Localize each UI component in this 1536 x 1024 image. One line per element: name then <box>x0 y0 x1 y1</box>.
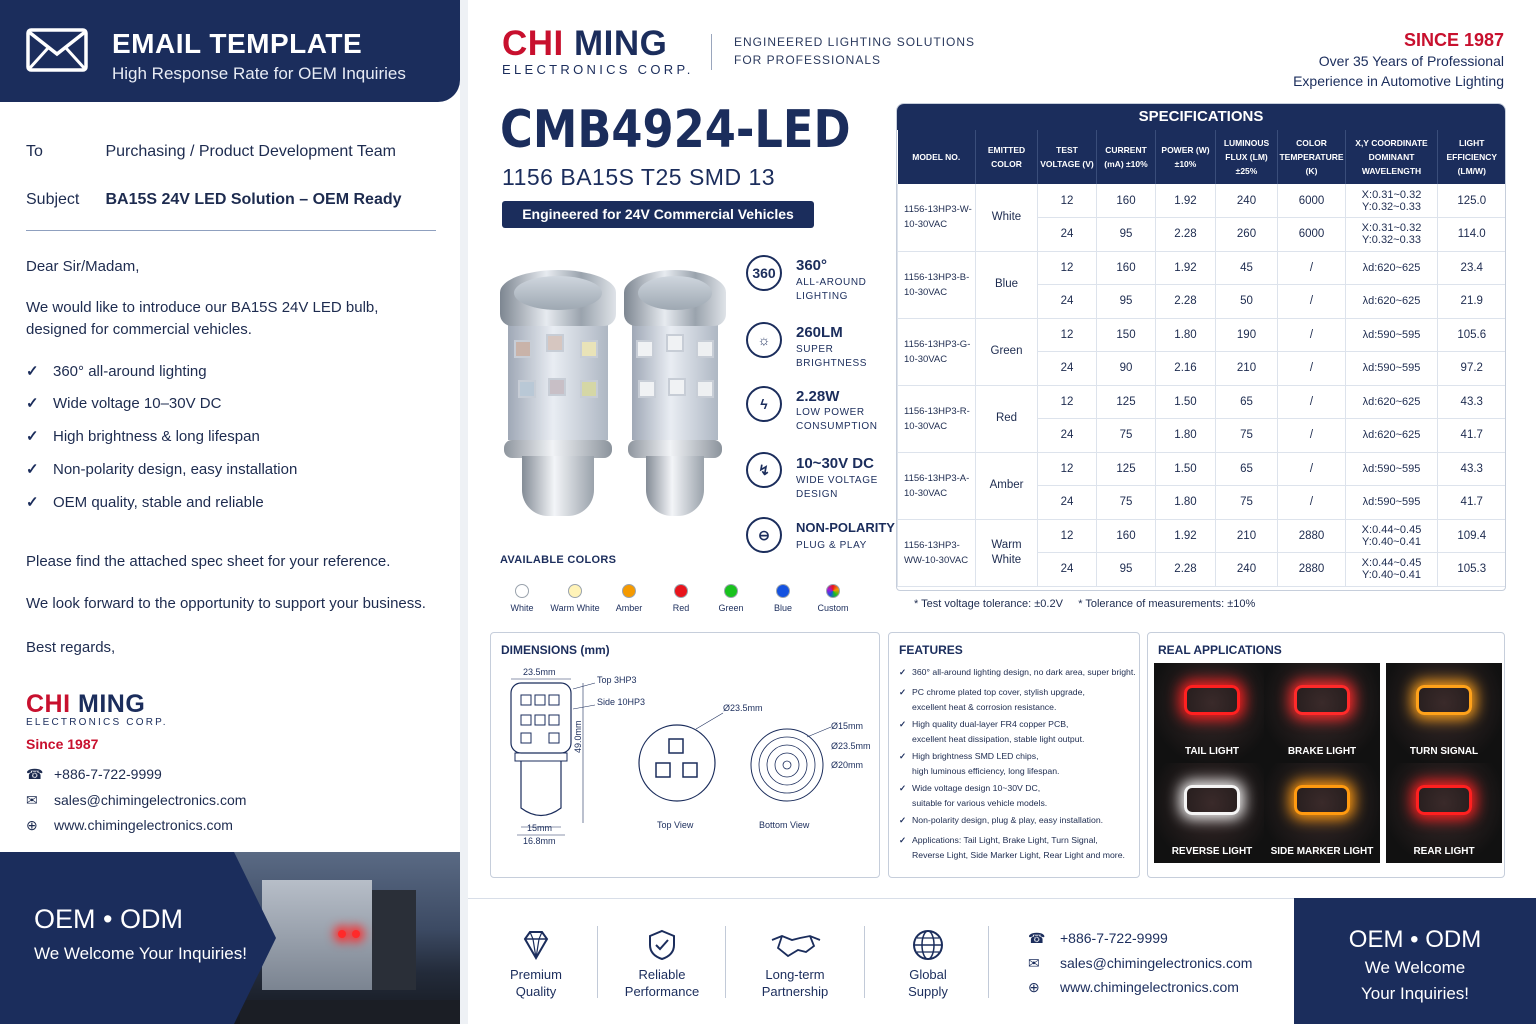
to-value: Purchasing / Product Development Team <box>105 143 396 160</box>
color-swatch-label: Warm White <box>550 603 600 613</box>
available-colors-title: AVAILABLE COLORS <box>500 554 617 566</box>
color-swatch-label: White <box>510 603 534 613</box>
spec-cell: λd:590~595 <box>1346 318 1438 352</box>
email-regards: Best regards, <box>26 639 116 656</box>
led-bulb-image-colored <box>500 270 616 520</box>
color-swatch <box>674 584 688 598</box>
footer-welcome: We Welcome Your Inquiries! <box>34 944 247 963</box>
truck-cab <box>372 890 416 990</box>
spec-cell: 24 <box>1038 419 1097 453</box>
globe-icon: ⊕ <box>26 817 38 833</box>
lamp-glow <box>1184 685 1240 715</box>
feature-sub: CONSUMPTION <box>796 421 878 432</box>
spec-color-cell: White <box>976 184 1038 251</box>
feature-title: NON-POLARITY <box>796 520 895 535</box>
dim-height: 49.0mm <box>573 720 583 753</box>
applications-panel <box>1147 632 1505 878</box>
spec-model-cell: 1156-13HP3-G-10-30VAC <box>898 318 976 385</box>
check-icon: ✓ <box>899 719 907 729</box>
feature-title: 10~30V DC <box>796 455 874 472</box>
spec-cell: 240 <box>1216 184 1278 218</box>
brand-tagline-1: ENGINEERED LIGHTING SOLUTIONS <box>734 35 976 49</box>
color-swatch <box>826 584 840 598</box>
spec-cell: 65 <box>1216 452 1278 486</box>
application-image <box>1264 763 1380 863</box>
email-footer-banner <box>0 852 460 1024</box>
road <box>240 1000 460 1024</box>
phone-icon: ☎ <box>1028 930 1046 946</box>
check-icon: ✓ <box>899 783 907 793</box>
spec-cell: 210 <box>1216 519 1278 553</box>
bottom-view-label: Bottom View <box>759 820 810 830</box>
spec-cell: / <box>1278 419 1346 453</box>
footer-oem-odm: OEM • ODM <box>34 904 183 934</box>
application-image <box>1264 663 1380 763</box>
spec-color-cell: Blue <box>976 251 1038 318</box>
spec-cell: X:0.31~0.32 Y:0.32~0.33 <box>1346 218 1438 252</box>
dimensions-title: DIMENSIONS (mm) <box>501 643 610 657</box>
dim-base-diameter: 15mm <box>527 823 553 833</box>
spec-cell: 12 <box>1038 452 1097 486</box>
spec-cell: 190 <box>1216 318 1278 352</box>
spec-cell: λd:590~595 <box>1346 452 1438 486</box>
spec-cell: 95 <box>1097 553 1156 587</box>
feature-sub: SUPER <box>796 344 834 355</box>
spec-cell: 125 <box>1097 452 1156 486</box>
dim-top-hp: Top 3HP3 <box>597 675 637 685</box>
spec-cell: 43.3 <box>1438 452 1506 486</box>
application-image <box>1154 763 1270 863</box>
spec-cell: λd:590~595 <box>1346 352 1438 386</box>
email-intro: We would like to introduce our BA15S 24V LED bulb, designed for commercial vehicles. <box>26 299 379 338</box>
spec-cell: 105.6 <box>1438 318 1506 352</box>
spec-cell: 21.9 <box>1438 285 1506 319</box>
bolt-icon: ϟ <box>746 386 782 422</box>
spec-cell: 2880 <box>1278 519 1346 553</box>
spec-color-cell: Warm White <box>976 519 1038 586</box>
spec-row <box>898 519 1506 553</box>
spec-header-cell: CURRENT (mA) ±10% <box>1097 130 1156 184</box>
check-icon: ✓ <box>26 395 39 412</box>
spec-cell: 114.0 <box>1438 218 1506 252</box>
feature-sub: ALL-AROUND <box>796 277 867 288</box>
application-label: BRAKE LIGHT <box>1287 746 1357 757</box>
since-year: SINCE 1987 <box>1403 30 1504 50</box>
spec-cell: λd:620~625 <box>1346 419 1438 453</box>
feature-title: 360° <box>796 257 828 274</box>
feature-sub: DESIGN <box>796 489 838 500</box>
spec-cell: / <box>1278 318 1346 352</box>
spec-cell: 75 <box>1097 419 1156 453</box>
dim-15: Ø15mm <box>831 721 864 731</box>
brand-logo: CHI MING <box>502 24 668 63</box>
spec-cell: 1.50 <box>1156 452 1216 486</box>
lamp-glow <box>1416 685 1472 715</box>
spec-cell: X:0.31~0.32 Y:0.32~0.33 <box>1346 184 1438 218</box>
application-label: TAIL LIGHT <box>1184 746 1240 757</box>
application-image <box>1386 663 1502 763</box>
spec-row <box>898 385 1506 419</box>
phone-icon: ☎ <box>26 766 44 782</box>
spec-cell: 24 <box>1038 352 1097 386</box>
signature-corp: ELECTRONICS CORP. <box>26 717 168 728</box>
spec-cell: 97.2 <box>1438 352 1506 386</box>
dimensions-panel <box>490 632 880 878</box>
spec-cell: 23.4 <box>1438 251 1506 285</box>
product-name: CMB4924-LED <box>500 100 851 160</box>
spec-cell: λd:620~625 <box>1346 285 1438 319</box>
spec-cell: / <box>1278 452 1346 486</box>
bottom-welcome-1: We Welcome <box>1364 958 1466 977</box>
spec-header-cell: TEST VOLTAGE (V) <box>1038 130 1097 184</box>
feature-sub: PLUG & PLAY <box>796 540 867 551</box>
spec-cell: 65 <box>1216 385 1278 419</box>
spec-cell: 105.3 <box>1438 553 1506 587</box>
color-swatch <box>568 584 582 598</box>
email-header-subtitle: High Response Rate for OEM Inquiries <box>112 64 406 83</box>
email-bullet: ✓ 360° all-around lighting <box>26 363 207 380</box>
dim-side-hp: Side 10HP3 <box>597 697 646 707</box>
email-greeting: Dear Sir/Madam, <box>26 258 140 275</box>
applications-title: REAL APPLICATIONS <box>1158 643 1282 657</box>
spec-cell: 1.80 <box>1156 419 1216 453</box>
spec-cell: 90 <box>1097 352 1156 386</box>
bottom-separator <box>597 926 598 998</box>
feature-title: 260LM <box>796 324 843 341</box>
spec-body <box>898 184 1506 586</box>
bottom-separator <box>725 926 726 998</box>
check-icon: ✓ <box>26 494 39 511</box>
spec-cell: 1.92 <box>1156 251 1216 285</box>
color-swatch <box>776 584 790 598</box>
email-attached-text: Please find the attached spec sheet for your reference. <box>26 553 391 570</box>
bottom-web-link[interactable]: ⊕ www.chimingelectronics.com <box>1028 979 1239 995</box>
subject-label: Subject <box>26 191 80 208</box>
lamp-glow <box>1294 785 1350 815</box>
email-bullet: ✓ Non-polarity design, easy installation <box>26 461 298 478</box>
shield-icon <box>645 928 679 962</box>
dim-pin-diameter: 16.8mm <box>523 836 556 846</box>
truck-tail-light <box>352 930 360 938</box>
check-icon: ✓ <box>899 687 907 697</box>
voltage-icon: ↯ <box>746 452 782 488</box>
features-title: FEATURES <box>899 643 963 657</box>
spec-cell: λd:620~625 <box>1346 251 1438 285</box>
spec-model-cell: 1156-13HP3-A-10-30VAC <box>898 452 976 519</box>
feature-sub: BRIGHTNESS <box>796 358 868 369</box>
spec-cell: 50 <box>1216 285 1278 319</box>
specifications-title: SPECIFICATIONS <box>897 104 1505 130</box>
dim-top-diameter: 23.5mm <box>523 667 556 677</box>
bottom-oem-odm: OEM • ODM <box>1348 926 1482 953</box>
mail-icon: ✉ <box>1028 955 1040 971</box>
spec-cell: 1.92 <box>1156 184 1216 218</box>
email-look-forward: We look forward to the opportunity to support your business. <box>26 595 426 612</box>
spec-cell: 2.28 <box>1156 218 1216 252</box>
spec-header-cell: POWER (W) ±10% <box>1156 130 1216 184</box>
spec-cell: 12 <box>1038 251 1097 285</box>
feature-item: ✓ High quality dual-layer FR4 copper PCB, excellent heat dissipation, stable light output. <box>899 719 1085 744</box>
led-bulb-image-white <box>624 270 726 520</box>
check-icon: ✓ <box>26 428 39 445</box>
spec-color-cell: Amber <box>976 452 1038 519</box>
bottom-separator <box>988 926 989 998</box>
spec-color-cell: Red <box>976 385 1038 452</box>
color-swatch-label: Custom <box>817 603 849 613</box>
spec-header-row <box>898 130 1506 184</box>
application-label: SIDE MARKER LIGHT <box>1270 846 1374 857</box>
color-swatch <box>515 584 529 598</box>
to-label: To <box>26 143 43 160</box>
email-bullet: ✓ Wide voltage 10–30V DC <box>26 395 222 412</box>
spec-row <box>898 318 1506 352</box>
email-header-title: EMAIL TEMPLATE <box>112 28 363 59</box>
feature-item: ✓ PC chrome plated top cover, stylish upgrade, excellent heat & corrosion resistance. <box>899 687 1085 712</box>
spec-cell: 41.7 <box>1438 486 1506 520</box>
spec-cell: 160 <box>1097 519 1156 553</box>
spec-cell: 160 <box>1097 184 1156 218</box>
envelope-icon <box>26 28 88 72</box>
sun-icon: ☼ <box>746 322 782 358</box>
spec-cell: 75 <box>1097 486 1156 520</box>
email-header <box>0 0 460 102</box>
feature-item: ✓ Wide voltage design 10~30V DC, suitable for various vehicle models. <box>899 783 1048 808</box>
subject-row <box>26 191 402 209</box>
handshake-icon <box>770 928 822 962</box>
email-bullet: ✓ High brightness & long lifespan <box>26 428 260 445</box>
product-subtitle: 1156 BA15S T25 SMD 13 <box>502 164 776 190</box>
brand-tagline-2: FOR PROFESSIONALS <box>734 53 882 67</box>
bottom-item-quality: Premium Quality <box>509 967 562 999</box>
spec-cell: 125 <box>1097 385 1156 419</box>
spec-header-cell: MODEL NO. <box>898 130 976 184</box>
lamp-glow <box>1294 685 1350 715</box>
spec-cell: 24 <box>1038 553 1097 587</box>
spec-model-cell: 1156-13HP3-R-10-30VAC <box>898 385 976 452</box>
color-swatch-label: Amber <box>615 603 643 613</box>
spec-cell: 12 <box>1038 385 1097 419</box>
email-divider <box>26 230 436 231</box>
application-label: TURN SIGNAL <box>1409 746 1479 757</box>
signature-phone[interactable]: ☎ +886-7-722-9999 <box>26 766 162 782</box>
spec-cell: 150 <box>1097 318 1156 352</box>
spec-cell: 2.16 <box>1156 352 1216 386</box>
since-line-1: Over 35 Years of Professional <box>1318 53 1504 69</box>
spec-cell: X:0.44~0.45 Y:0.40~0.41 <box>1346 519 1438 553</box>
spec-cell: 2.28 <box>1156 285 1216 319</box>
application-image <box>1386 763 1502 863</box>
check-icon: ✓ <box>899 667 907 677</box>
spec-cell: 260 <box>1216 218 1278 252</box>
spec-cell: 6000 <box>1278 184 1346 218</box>
spec-cell: / <box>1278 352 1346 386</box>
application-label: REAR LIGHT <box>1413 846 1475 857</box>
plug-icon: ⊖ <box>746 517 782 553</box>
globe-icon <box>911 928 945 962</box>
signature-email-link[interactable]: ✉ sales@chimingelectronics.com <box>26 792 247 808</box>
spec-model-cell: 1156-13HP3-W-10-30VAC <box>898 184 976 251</box>
signature-web-link[interactable]: ⊕ www.chimingelectronics.com <box>26 817 233 833</box>
signature-logo: CHI MING <box>26 690 146 718</box>
spec-cell: 41.7 <box>1438 419 1506 453</box>
spec-cell: 210 <box>1216 352 1278 386</box>
subject-value: BA15S 24V LED Solution – OEM Ready <box>105 191 402 208</box>
spec-cell: / <box>1278 251 1346 285</box>
color-swatch-label: Red <box>672 603 690 613</box>
application-label: REVERSE LIGHT <box>1171 846 1253 857</box>
spec-notes: * Test voltage tolerance: ±0.2V * Tolerance of measurements: ±10% <box>914 598 1256 610</box>
dim-20: Ø20mm <box>831 760 864 770</box>
bottom-separator <box>864 926 865 998</box>
color-swatch-label: Green <box>718 603 744 613</box>
since-line-2: Experience in Automotive Lighting <box>1293 73 1504 89</box>
spec-model-cell: 1156-13HP3-B-10-30VAC <box>898 251 976 318</box>
spec-row <box>898 184 1506 218</box>
diamond-icon <box>519 928 553 962</box>
signature-since: Since 1987 <box>26 736 99 752</box>
top-view-label: Top View <box>657 820 694 830</box>
spec-cell: 95 <box>1097 285 1156 319</box>
globe-icon: ⊕ <box>1028 979 1040 995</box>
spec-cell: 12 <box>1038 519 1097 553</box>
check-icon: ✓ <box>899 815 907 825</box>
spec-cell: 109.4 <box>1438 519 1506 553</box>
specifications-table <box>896 103 1506 591</box>
spec-cell: 1.92 <box>1156 519 1216 553</box>
truck-tail-light <box>338 930 346 938</box>
bottom-welcome-2: Your Inquiries! <box>1360 984 1470 1003</box>
spec-cell: 12 <box>1038 318 1097 352</box>
spec-cell: 45 <box>1216 251 1278 285</box>
spec-cell: 160 <box>1097 251 1156 285</box>
spec-cell: / <box>1278 385 1346 419</box>
spec-header-cell: LIGHT EFFICIENCY (LM/W) <box>1438 130 1506 184</box>
spec-cell: 125.0 <box>1438 184 1506 218</box>
spec-cell: 240 <box>1216 553 1278 587</box>
spec-cell: 2.28 <box>1156 553 1216 587</box>
spec-grid <box>897 130 1506 587</box>
dim-top-view-diameter: Ø23.5mm <box>723 703 763 713</box>
brand-corp: ELECTRONICS CORP. <box>502 62 694 77</box>
spec-cell: / <box>1278 285 1346 319</box>
mail-icon: ✉ <box>26 792 38 808</box>
check-icon: ✓ <box>899 751 907 761</box>
spec-cell: 1.80 <box>1156 486 1216 520</box>
feature-item: ✓ Applications: Tail Light, Brake Light, Turn Signal, Reverse Light, Side Marker Light, Rear Light and more. <box>899 835 1125 860</box>
bottom-phone[interactable]: ☎ +886-7-722-9999 <box>1028 930 1168 946</box>
check-icon: ✓ <box>26 363 39 380</box>
color-swatch <box>622 584 636 598</box>
spec-cell: 2880 <box>1278 553 1346 587</box>
check-icon: ✓ <box>899 835 907 845</box>
email-bullet: ✓ OEM quality, stable and reliable <box>26 494 264 511</box>
spec-header-cell: EMITTED COLOR <box>976 130 1038 184</box>
spec-cell: 43.3 <box>1438 385 1506 419</box>
feature-sub: LIGHTING <box>796 291 849 302</box>
feature-item: ✓ High brightness SMD LED chips, high luminous efficiency, long lifespan. <box>899 751 1060 776</box>
spec-cell: 1.80 <box>1156 318 1216 352</box>
spec-cell: 24 <box>1038 218 1097 252</box>
spec-cell: X:0.44~0.45 Y:0.40~0.41 <box>1346 553 1438 587</box>
spec-cell: λd:590~595 <box>1346 486 1438 520</box>
spec-model-cell: 1156-13HP3-WW-10-30VAC <box>898 519 976 586</box>
spec-cell: 12 <box>1038 184 1097 218</box>
lamp-glow <box>1416 785 1472 815</box>
color-swatch <box>724 584 738 598</box>
spec-cell: 24 <box>1038 285 1097 319</box>
feature-title: 2.28W <box>796 388 840 405</box>
brand-separator <box>711 34 712 70</box>
check-icon: ✓ <box>26 461 39 478</box>
spec-cell: 75 <box>1216 486 1278 520</box>
360-icon: 360 <box>746 255 782 291</box>
product-badge: Engineered for 24V Commercial Vehicles <box>502 201 814 228</box>
feature-item: ✓ 360° all-around lighting design, no dark area, super bright. <box>899 665 1139 680</box>
spec-color-cell: Green <box>976 318 1038 385</box>
spec-cell: / <box>1278 486 1346 520</box>
bottom-item-performance: Reliable Performance <box>624 967 700 999</box>
application-image <box>1154 663 1270 763</box>
color-swatch-label: Blue <box>773 603 792 613</box>
spec-cell: 95 <box>1097 218 1156 252</box>
spec-cell: 1.50 <box>1156 385 1216 419</box>
spec-cell: λd:620~625 <box>1346 385 1438 419</box>
lamp-glow <box>1184 785 1240 815</box>
spec-cell: 24 <box>1038 486 1097 520</box>
spec-row <box>898 251 1506 285</box>
bottom-email-link[interactable]: ✉ sales@chimingelectronics.com <box>1028 955 1253 971</box>
spec-cell: 6000 <box>1278 218 1346 252</box>
spec-header-cell: LUMINOUS FLUX (LM) ±25% <box>1216 130 1278 184</box>
email-template-panel <box>0 0 460 1024</box>
bottom-item-partnership: Long-term Partnership <box>761 967 829 999</box>
to-row <box>26 143 396 161</box>
feature-sub: WIDE VOLTAGE <box>796 475 878 486</box>
spec-header-cell: COLOR TEMPERATURE (K) <box>1278 130 1346 184</box>
feature-sub: LOW POWER <box>796 407 865 418</box>
feature-item: ✓ Non-polarity design, plug & play, easy installation. <box>899 813 1139 828</box>
spec-cell: 75 <box>1216 419 1278 453</box>
bottom-oem-box <box>1294 898 1536 1024</box>
spec-header-cell: X,Y COORDINATE DOMINANT WAVELENGTH <box>1346 130 1438 184</box>
dim-23-5: Ø23.5mm <box>831 741 871 751</box>
spec-row <box>898 452 1506 486</box>
features-panel <box>888 632 1140 878</box>
bottom-item-supply: Global Supply <box>908 967 948 999</box>
